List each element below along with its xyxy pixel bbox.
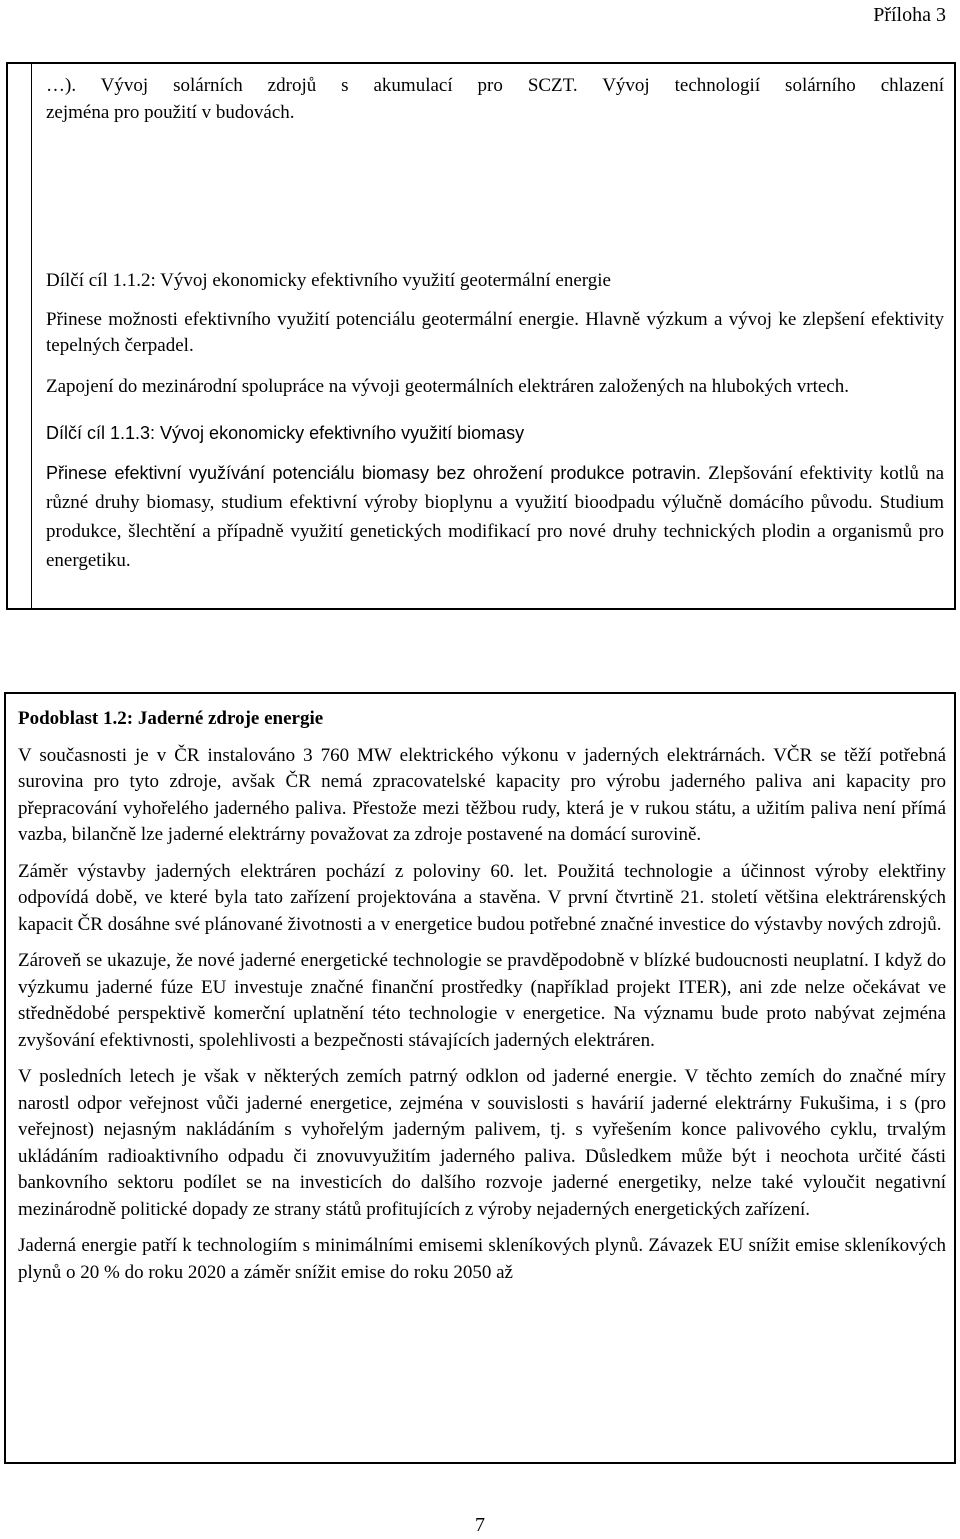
row-gap [8,225,31,227]
goal-2-para-1: Přinese možnosti efektivního využití potenciálu geotermální energie. Hlavně výzkum a vývoj ke zlepšení efektivity tepelných čerpadel. [46,308,944,356]
sidebar-divider [31,64,32,608]
nuclear-para-3: Zároveň se ukazuje, že nové jaderné energetické technologie se pravděpodobně v blízké budoucnosti neuplatní. I když do výzkumu jaderné fúze EU investuje značné finanční prostředky (například projekt ITER), ani zde nelze očekávat ve střednědobé perspektivě komerční uplatnění této technologie v energetice. Na významu bude proto nabývat zejména zvyšování efektivnosti, spolehlivosti a bezpečnosti stávajících jaderných elektráren. [18,950,946,1051]
nuclear-content [18,706,946,1286]
nuclear-para-2: Záměr výstavby jaderných elektráren pochází z poloviny 60. let. Použitá technologie a účinnost výroby elektřiny odpovídá době, ve které byla tato zařízení projektována a stavěna. V první čtvrtině 21. století většina elektrárenských kapacit ČR dosáhne své plánované životnosti a v energetice budou potřebné značné investice do výstavby nových zdrojů. [18,860,946,935]
row-gap [8,437,31,439]
goals-box [6,62,956,610]
goal-3-para-sans: Přinese efektivní využívání potenciálu biomasy bez ohrožení produkce potravin. [46,462,701,483]
goal-3-para-rest: Zlepšování efektivity kotlů na různé druhy biomasy, studium efektivní výroby bioplynu a využití bioodpadu výlučně domácího původu. Studium produkce, šlechtění a případně využití genetických modifikací pro nové druhy technických plodin a organismů pro energetiku. [46,462,944,571]
goal-3-heading: Dílčí cíl 1.1.3: Vývoj ekonomicky efektivního využití biomasy [46,423,525,443]
goal-3-body [46,459,944,575]
nuclear-para-4: V posledních letech je však v některých zemích patrný odklon od jaderné energie. V těchto zemích do značné míry narostl odpor veřejnost vůči jaderné energetice, zejména v souvislosti s havárií jaderné elektrárny Fukušima, i s (pro veřejnost) nejasným nakládáním s vyhořelým jaderným palivem, tj. s vyřešením konce palivového cyklu, trvalým ukládáním radioaktivního odpadu či znovuvyužitím jaderného paliva. Důsledkem může být i neochota určité části bankovního sektoru podílet se na investicích do dalšího rozvoje jaderné energetiky, nelze také vyloučit negativní mezinárodně politické dopady ze strany států profitujících z výroby nejaderných energetických zařízení. [18,1066,946,1220]
nuclear-heading-text: Podoblast 1.2: Jaderné zdroje energie [18,708,324,729]
appendix-label: Příloha 3 [873,4,946,26]
nuclear-box [4,692,956,1464]
intro-line-1: …). Vývoj solárních zdrojů s akumulací pro SCZT. Vývoj technologií solárního chlazení [46,75,944,96]
page-number: 7 [475,1514,485,1536]
intro-line-2: zejména pro použití v budovách. [46,101,295,123]
goals-content [46,73,944,575]
goal-2-para-2: Zapojení do mezinárodní spolupráce na vývoji geotermálních elektráren založených na hlubokých vrtech. [46,375,849,397]
nuclear-heading [18,706,946,733]
goal-2-heading: Dílčí cíl 1.1.2: Vývoj ekonomicky efektivního využití geotermální energie [46,270,611,291]
nuclear-para-1: V současnosti je v ČR instalováno 3 760 MW elektrického výkonu v jaderných elektrárnách. VČR se těží potřebná surovina pro tyto zdroje, avšak ČR nemá zpracovatelské kapacity pro výrobu jaderného paliva ani kapacity pro přepracování vyhořelého jaderného paliva. Přestože mezi těžbou rudy, která je v rukou státu, a užitím paliva není přímá vazba, bilančně lze jaderné elektrárny považovat za zdroje postavené na domácí surovině. [18,744,946,845]
nuclear-para-5: Jaderná energie patří k technologiím s minimálními emisemi skleníkových plynů. Závazek EU snížit emise skleníkových plynů o 20 % do roku 2020 a záměr snížit emise do roku 2050 až [18,1235,946,1283]
